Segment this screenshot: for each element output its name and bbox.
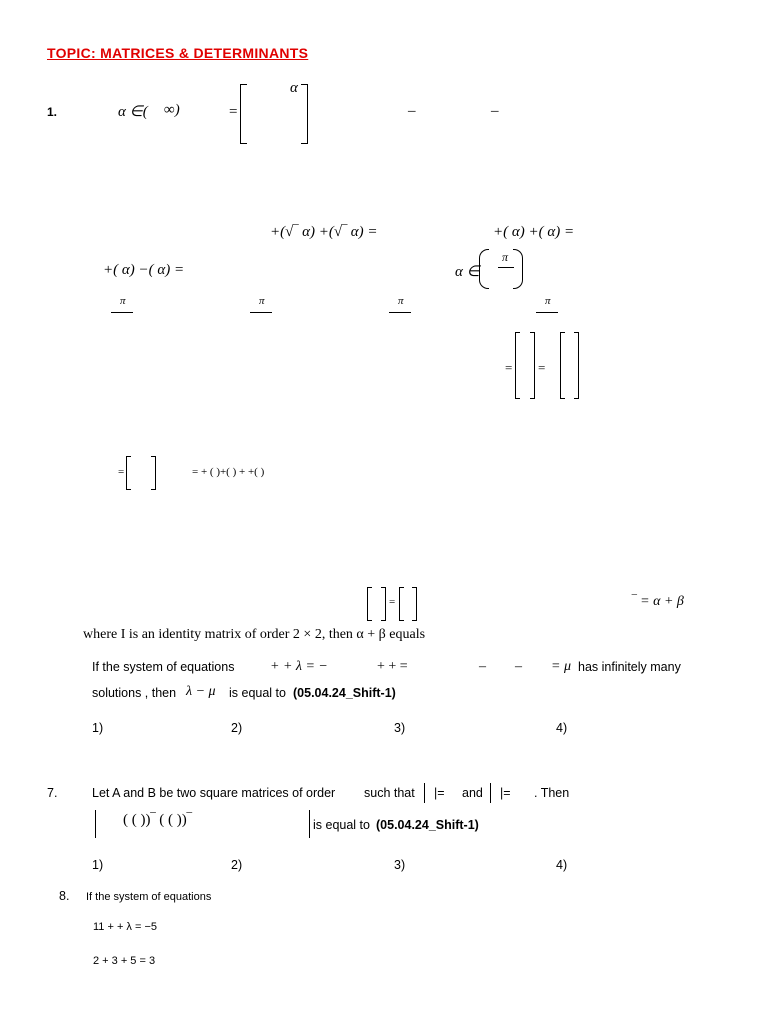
question-text: . Then [534, 786, 570, 800]
question-text: If the system of equations [86, 891, 212, 903]
equals-mu: = μ [551, 659, 571, 674]
topic-title: TOPIC: MATRICES & DETERMINANTS [47, 45, 309, 61]
matrix-right-bracket [381, 587, 386, 621]
equals-sign: = [538, 360, 546, 375]
pi-symbol: π [502, 250, 509, 264]
equation-terms: + + = [377, 659, 408, 674]
matrix-right-bracket [412, 587, 417, 621]
determinant-bar [309, 810, 310, 838]
determinant-equals: |= [434, 786, 445, 800]
option-1: 1) [92, 858, 104, 872]
lambda-minus-mu: λ − μ [186, 684, 216, 699]
question-text: is equal to [229, 686, 286, 700]
question-number-1: 1. [47, 105, 58, 119]
matrix-right-bracket [530, 332, 535, 399]
option-pi: π [398, 295, 404, 307]
option-3: 3) [394, 721, 406, 735]
fraction-bar [536, 312, 558, 313]
question-text: where I is an identity matrix of order 2 × 2, then α + β equals [83, 627, 426, 642]
dash-symbol: – [515, 659, 522, 674]
alpha-plus-beta-expression: ‾ = α + β [632, 594, 684, 609]
option-pi: π [120, 295, 126, 307]
left-parenthesis [479, 249, 489, 289]
question-number-7: 7. [47, 786, 58, 800]
equals-sign: = [118, 466, 125, 478]
determinant-bar [490, 783, 491, 803]
question-text: such that [364, 786, 415, 800]
option-4: 4) [556, 721, 568, 735]
alpha-in-interval: α ∈( [118, 104, 148, 120]
matrix-left-bracket [240, 84, 247, 144]
dash-symbol: – [479, 659, 486, 674]
equation-difference-terms: +( α) −( α) = [103, 262, 185, 278]
dash-symbol: – [408, 103, 416, 119]
matrix-left-bracket [515, 332, 520, 399]
equation-sqrt-terms: +(√‾ α) +(√‾ α) = [270, 224, 378, 240]
matrix-right-bracket [574, 332, 579, 399]
question-text: and [462, 786, 483, 800]
option-pi: π [259, 295, 265, 307]
fraction-bar [389, 312, 411, 313]
option-1: 1) [92, 721, 104, 735]
question-number-8: 8. [59, 889, 70, 903]
equals-sign: = [229, 104, 238, 120]
equation-1: 11 + + λ = −5 [93, 921, 158, 933]
question-text: has infinitely many [578, 660, 681, 674]
matrix-left-bracket [560, 332, 565, 399]
matrix-left-bracket [126, 456, 131, 490]
fraction-bar [498, 267, 514, 268]
option-2: 2) [231, 721, 243, 735]
equation-terms: + + λ = − [270, 659, 328, 674]
determinant-expression: ( ( ))‾ ( ( ))‾ [123, 812, 192, 828]
dash-symbol: – [491, 103, 499, 119]
determinant-bar [95, 810, 96, 838]
matrix-left-bracket [399, 587, 404, 621]
exam-reference: (05.04.24_Shift-1) [293, 686, 396, 700]
question-text: If the system of equations [92, 660, 235, 674]
determinant-equals: |= [500, 786, 511, 800]
question-text: is equal to [313, 818, 370, 832]
option-4: 4) [556, 858, 568, 872]
equals-sign: = [505, 360, 513, 375]
option-2: 2) [231, 858, 243, 872]
question-text: Let A and B be two square matrices of order [92, 786, 336, 800]
question-text: solutions , then [92, 686, 177, 700]
equals-sign: = [389, 596, 396, 608]
matrix-right-bracket [151, 456, 156, 490]
equation-2: 2 + 3 + 5 = 3 [93, 955, 156, 967]
option-3: 3) [394, 858, 406, 872]
determinant-bar [424, 783, 425, 803]
fraction-bar [111, 312, 133, 313]
matrix-left-bracket [367, 587, 372, 621]
alpha-in-interval: α ∈ [455, 264, 480, 280]
exam-reference: (05.04.24_Shift-1) [376, 818, 479, 832]
matrix-entry-alpha: α [290, 80, 298, 96]
equation-expansion: = + ( )+( ) + +( ) [192, 466, 265, 478]
infinity-symbol: ∞) [164, 102, 180, 118]
matrix-right-bracket [301, 84, 308, 144]
right-parenthesis [513, 249, 523, 289]
equation-terms: +( α) +( α) = [493, 224, 575, 240]
option-pi: π [545, 295, 551, 307]
fraction-bar [250, 312, 272, 313]
